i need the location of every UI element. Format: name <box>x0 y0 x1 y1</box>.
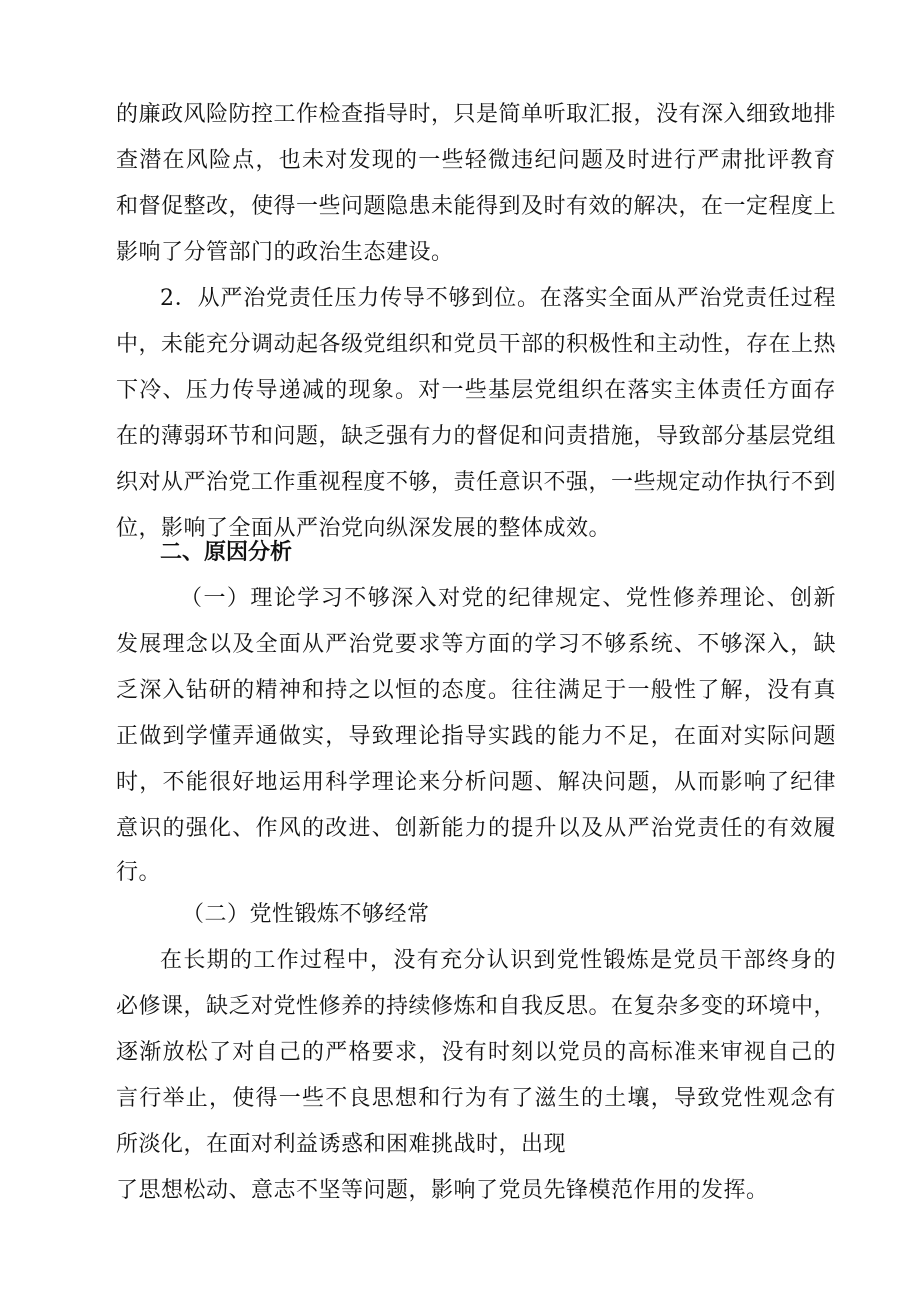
paragraph-1-line-3: 和督促整改，使得一些问题隐患未能得到及时有效的解决，在一定程度上 <box>116 194 837 219</box>
paragraph-4-line-6: 了思想松动、意志不坚等问题，影响了党员先锋模范作用的发挥。 <box>116 1178 769 1203</box>
paragraph-2-line-5: 织对从严治党工作重视程度不够，责任意识不强，一些规定动作执行不到 <box>116 470 837 495</box>
subheading-party-spirit: （二）党性锻炼不够经常 <box>182 902 430 927</box>
paragraph-3-line-2: 发展理念以及全面从严治党要求等方面的学习不够系统、不够深入，缺 <box>116 632 836 657</box>
paragraph-3-line-1: （一）理论学习不够深入对党的纪律规定、党性修养理论、创新 <box>180 586 836 611</box>
paragraph-2-line-1: 2．从严治党责任压力传导不够到位。在落实全面从严治党责任过程 <box>160 286 836 311</box>
paragraph-3-line-3: 乏深入钻研的精神和持之以恒的态度。往往满足于一般性了解，没有真 <box>116 678 836 703</box>
paragraph-3-line-7: 行。 <box>116 860 162 885</box>
paragraph-4-line-5: 所淡化，在面对利益诱惑和困难挑战时，出现 <box>116 1132 567 1157</box>
paragraph-4-line-3: 逐渐放松了对自己的严格要求，没有时刻以党员的高标准来审视自己的 <box>116 1040 836 1065</box>
section-heading-cause-analysis: 二、原因分析 <box>160 540 293 565</box>
paragraph-3-line-5: 时，不能很好地运用科学理论来分析问题、解决问题，从而影响了纪律 <box>116 770 836 795</box>
paragraph-2-line-4: 在的薄弱环节和问题，缺乏强有力的督促和问责措施，导致部分基层党组 <box>116 424 837 449</box>
paragraph-2-line-3: 下冷、压力传导递减的现象。对一些基层党组织在落实主体责任方面存 <box>116 378 836 403</box>
paragraph-4-line-4: 言行举止，使得一些不良思想和行为有了滋生的土壤，导致党性观念有 <box>116 1086 836 1111</box>
paragraph-1-line-4: 影响了分管部门的政治生态建设。 <box>116 240 454 265</box>
paragraph-1-line-1: 的廉政风险防控工作检查指导时，只是简单听取汇报，没有深入细致地排 <box>116 102 837 127</box>
paragraph-2-line-2: 中，未能充分调动起各级党组织和党员干部的积极性和主动性，存在上热 <box>116 332 837 357</box>
paragraph-3-line-4: 正做到学懂弄通做实，导致理论指导实践的能力不足，在面对实际问题 <box>116 724 836 749</box>
paragraph-2-line-6: 位，影响了全面从严治党向纵深发展的整体成效。 <box>116 516 612 541</box>
paragraph-4-line-2: 必修课，缺乏对党性修养的持续修炼和自我反思。在复杂多变的环境中， <box>116 994 837 1019</box>
paragraph-1-line-2: 查潜在风险点，也未对发现的一些轻微违纪问题及时进行严肃批评教育 <box>116 148 836 173</box>
paragraph-3-line-6: 意识的强化、作风的改进、创新能力的提升以及从严治党责任的有效履 <box>116 816 836 841</box>
paragraph-4-line-1: 在长期的工作过程中，没有充分认识到党性锻炼是党员干部终身的 <box>160 948 836 973</box>
